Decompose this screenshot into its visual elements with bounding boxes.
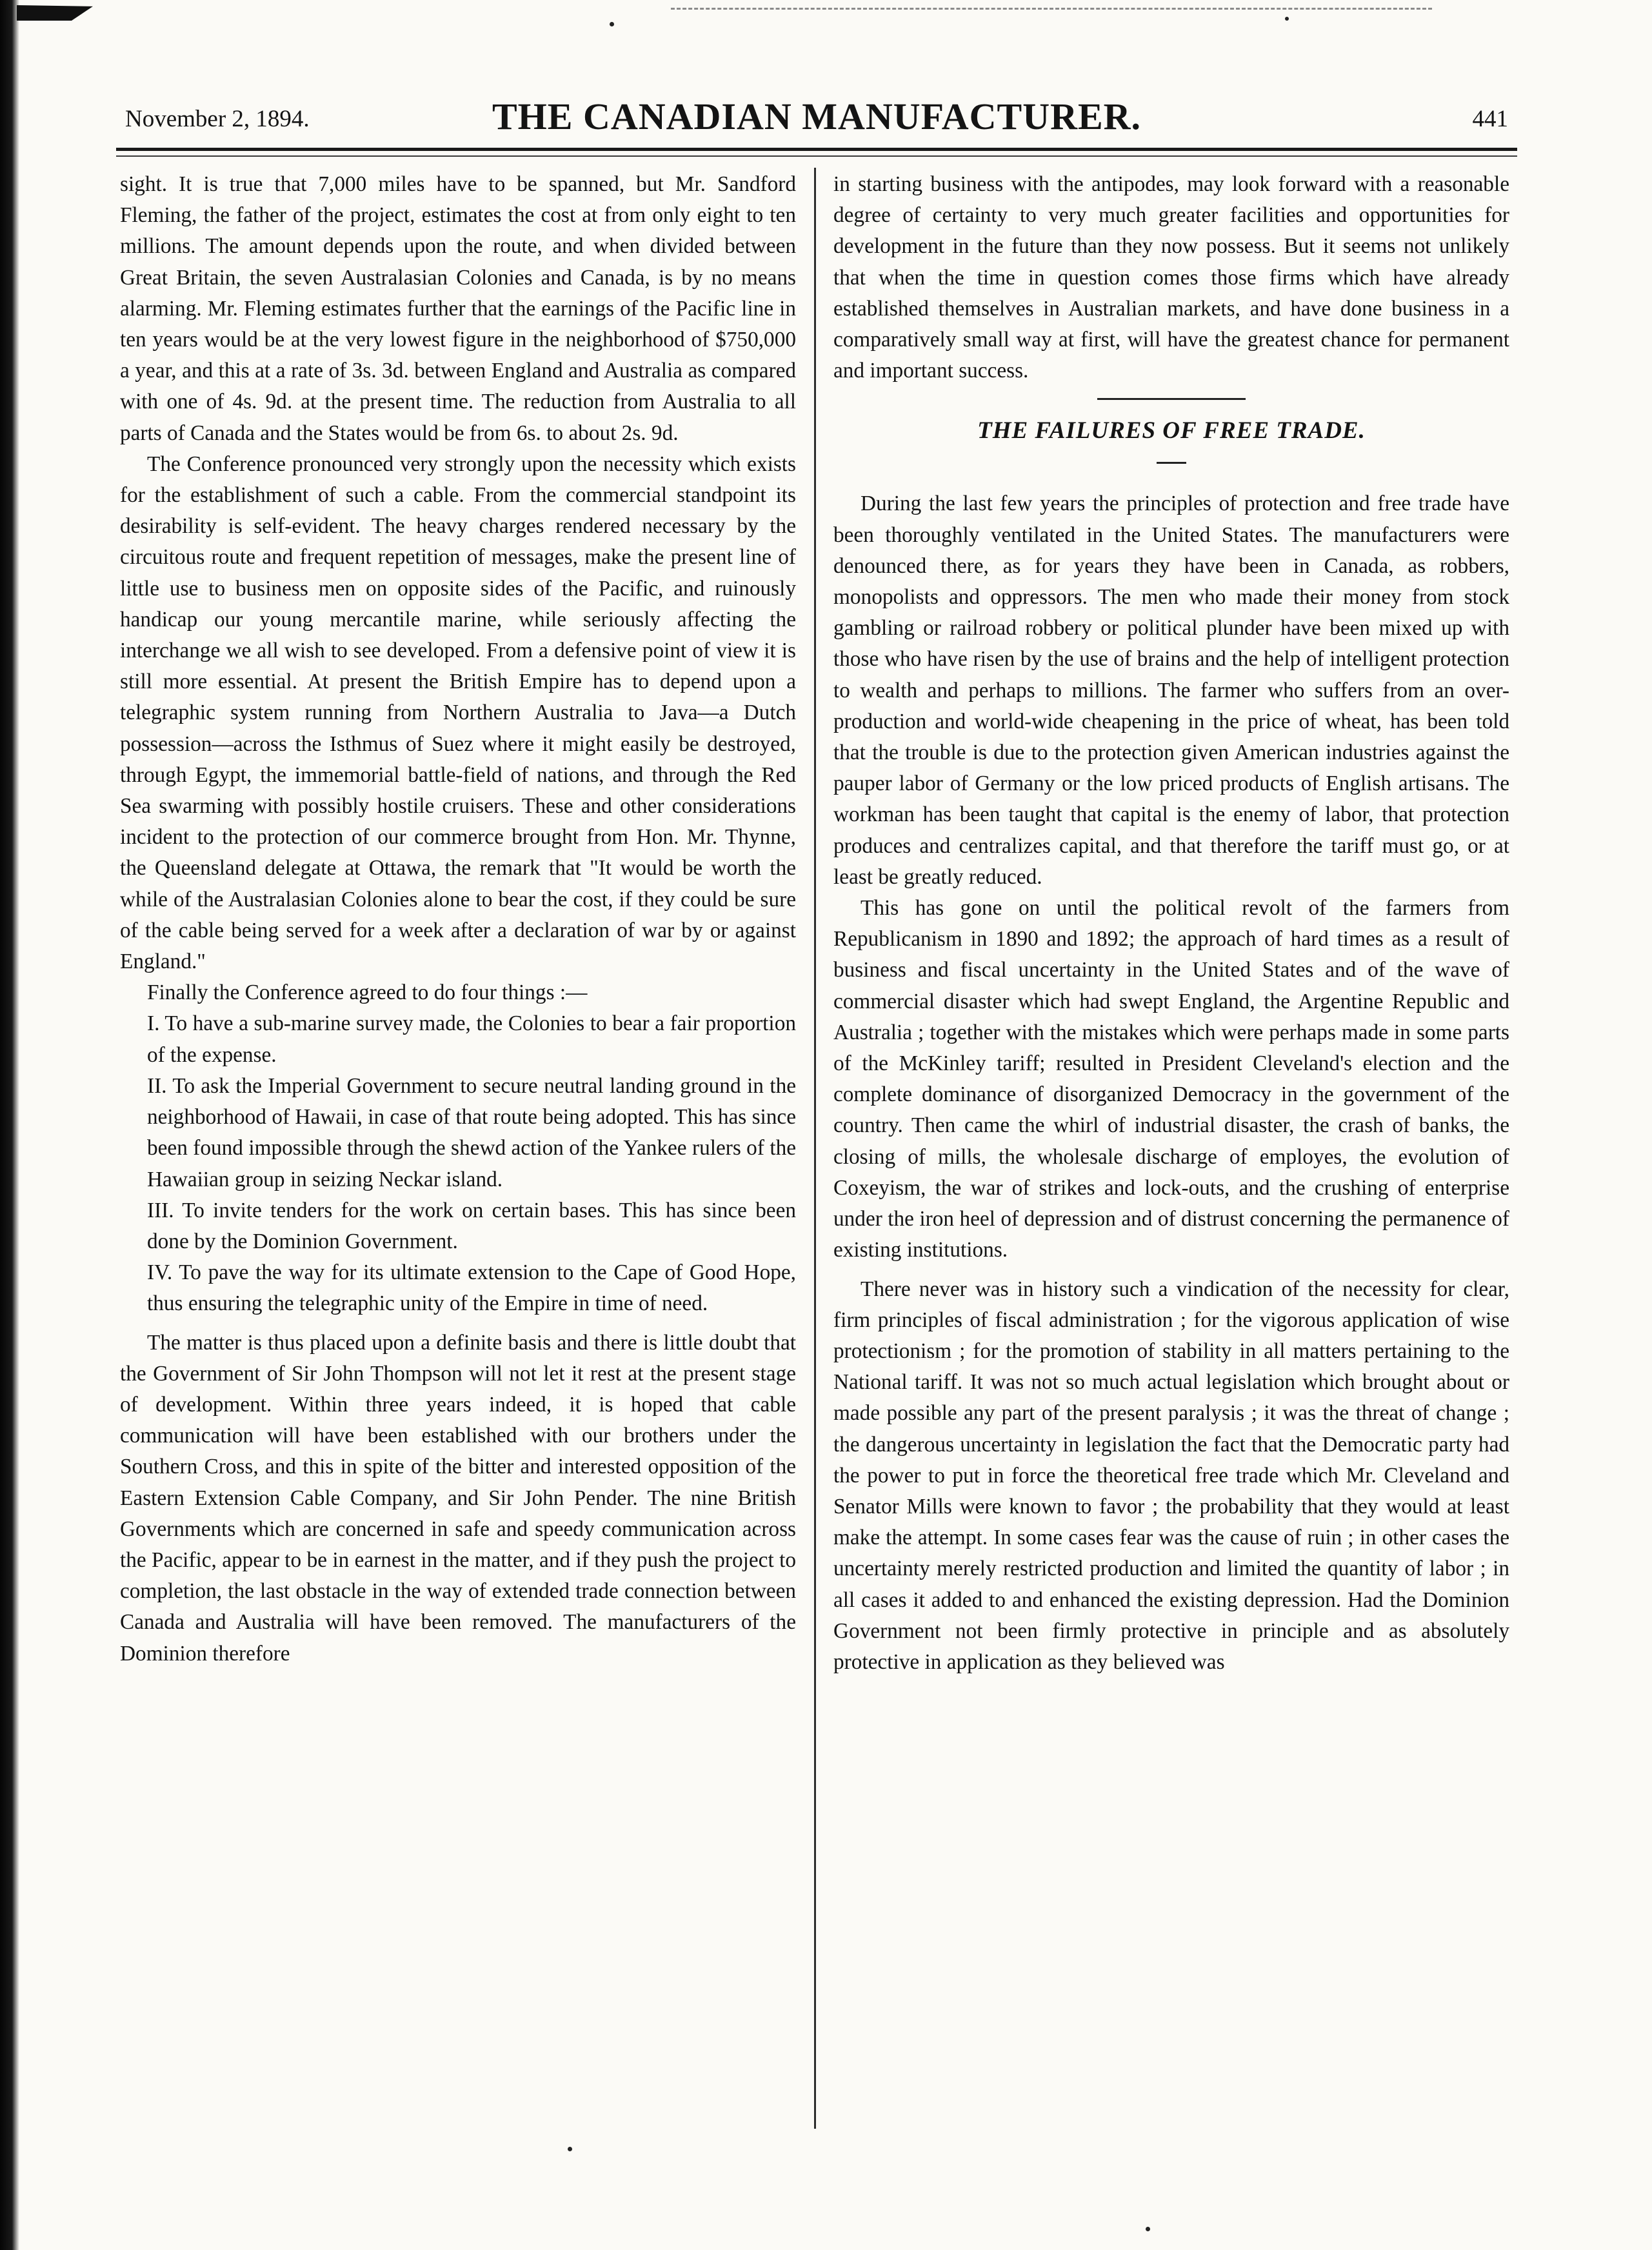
scan-speck	[610, 22, 614, 26]
article-paragraph: The Conference pronounced very strongly upon the necessity which exists for the establishment of such a cable. From the commercial standpoint its desirability is self-evident. The heavy charges rendered necessary by the circuitous route and frequent repetition of messages, make the present line of little use to business men on opposite sides of the Pacific, and ruinously handicap our young mercantile marine, while seriously affecting the interchange we all wish to see developed. From a defensive point of view it is still more essential. At present the British Empire has to depend upon a telegraphic system running from Northern Australia to Java—a Dutch possession—across the Isthmus of Suez where it might easily be destroyed, through Egypt, the immemorial battle-field of nations, and through the Red Sea swarming with possibly hostile cruisers. These and other considerations incident to the protection of our commerce brought from Hon. Mr. Thynne, the Queensland delegate at Ottawa, the remark that "It would be worth the while of the Australasian Colonies alone to bear the cost, if they could be sure of the cable being served for a week after a declaration of war by or against England."	[120, 452, 796, 974]
list-item: I. To have a sub-marine survey made, the Colonies to bear a fair proportion of the expense.	[147, 1011, 796, 1067]
article-paragraph: The matter is thus placed upon a definite basis and there is little doubt that the Government of Sir John Thompson will not let it rest at the present stage of development. Within three years indeed, it is hoped that cable communication will have been established with our brothers under the Southern Cross, and this in spite of the bitter and interested opposition of the Eastern Extension Cable Company, and Sir John Pender. The nine British Governments which are concerned in safe and speedy communication across the Pacific, appear to be in earnest in the matter, and if they push the project to completion, the last obstacle in the way of extended trade connection between Canada and Australia will have been removed. The manufacturers of the Dominion therefore	[120, 1330, 796, 1666]
right-column	[833, 169, 1509, 1678]
list-item: III. To invite tenders for the work on certain bases. This has since been done by the Dominion Government.	[147, 1198, 796, 1253]
section-dash	[1157, 462, 1186, 464]
issue-date: November 2, 1894.	[125, 106, 310, 132]
header-rule-thin	[116, 155, 1517, 157]
page-number: 441	[1472, 106, 1508, 132]
section-rule	[1097, 398, 1246, 400]
article-paragraph: There never was in history such a vindication of the necessity for clear, firm principles of fiscal administration ; for the vigorous application of wise protectionism ; for the promotion of stability in all matters pertaining to the National tariff. It was not so much actual legislation which brought about or made possible any part of the present paralysis ; it was the threat of change ; the dangerous uncertainty in legislation the fact that the Democratic party had the power to put in force the theoretical free trade which Mr. Cleveland and Senator Mills were known to favor ; the probability that they would at least make the attempt. In some cases fear was the cause of ruin ; in other cases the uncertainty merely restricted production and limited the quantity of labor ; in all cases it added to and enhanced the existing depression. Had the Dominion Government not been firmly protective in principle and as absolutely protective in application as they believed was	[833, 1277, 1509, 1674]
article-paragraph: sight. It is true that 7,000 miles have to be spanned, but Mr. Sandford Fleming, the father of the project, estimates the cost at from only eight to ten millions. The amount depends upon the route, and when divided between Great Britain, the seven Australasian Colonies and Canada, is by no means alarming. Mr. Fleming estimates further that the earnings of the Pacific line in ten years would be at the very lowest figure in the neighborhood of $750,000 a year, and this at a rate of 3s. 3d. between England and Australia as compared with one of 4s. 9d. at the present time. The reduction from Australia to all parts of Canada and the States would be from 6s. to about 2s. 9d.	[120, 172, 796, 445]
scan-speck	[1146, 2227, 1150, 2231]
section-title: THE FAILURES OF FREE TRADE.	[977, 417, 1366, 444]
list-item: II. To ask the Imperial Government to secure neutral landing ground in the neighborhood of Hawaii, in case of that route being adopted. This has since been found impossible through the shewd action of the Yankee rulers of the Hawaiian group in seizing Neckar island.	[147, 1073, 796, 1191]
header-rule-thick	[116, 148, 1517, 151]
scan-speck	[1285, 17, 1289, 21]
article-paragraph: in starting business with the antipodes, may look forward with a reasonable degree of certainty to very much greater facilities and opportunities for development in the future than they now possess. But it seems not unlikely that when the time in question comes those firms which have already established themselves in Australian markets, and have done business in a comparatively small way at first, will have the greatest chance for permanent and important success.	[833, 172, 1509, 383]
column-divider	[814, 168, 816, 2129]
scan-speck	[568, 2147, 572, 2151]
binding-edge	[0, 0, 19, 2250]
scan-artifact-line	[671, 8, 1432, 10]
article-paragraph: Finally the Conference agreed to do four things :—	[147, 981, 588, 1005]
article-paragraph: This has gone on until the political revolt of the farmers from Republicanism in 1890 and 1892; the approach of hard times as a result of business and fiscal uncertainty in the United States and of the wave of commercial disaster which had swept England, the Argentine Republic and Australia ; together with the mistakes which were perhaps made in some parts of the McKinley tariff; resulted in President Cleveland's election and the complete dominance of disorganized Democracy in the government of the country. Then came the whirl of industrial disaster, the crash of banks, the closing of mills, the wholesale discharge of employes, the evolution of Coxeyism, the war of strikes and lock-outs, and the crushing of enterprise under the iron heel of depression and of distrust concerning the permanence of existing institutions.	[833, 896, 1509, 1262]
article-paragraph: During the last few years the principles of protection and free trade have been thoroughly ventilated in the United States. The manufacturers were denounced there, as for years they have been in Canada, as robbers, monopolists and oppressors. The men who made their money from stock gambling or railroad robbery or political plunder have been mixed up with those who have risen by the use of brains and the help of intelligent protection to wealth and perhaps to millions. The farmer who suffers from an over-production and world-wide cheapening in the price of wheat, has been told that the trouble is due to the protection given American industries against the pauper labor of Germany or the low priced products of English artisans. The workman has been taught that capital is the enemy of labor, that protection produces and centralizes capital, and that therefore the tariff must go, or at least be greatly reduced.	[833, 492, 1509, 889]
left-column	[120, 169, 796, 1669]
list-item: IV. To pave the way for its ultimate extension to the Cape of Good Hope, thus ensuring the telegraphic unity of the Empire in time of need.	[147, 1260, 796, 1316]
binding-tab	[17, 5, 93, 21]
publication-title: THE CANADIAN MANUFACTURER.	[492, 95, 1142, 137]
page-header	[125, 90, 1508, 138]
